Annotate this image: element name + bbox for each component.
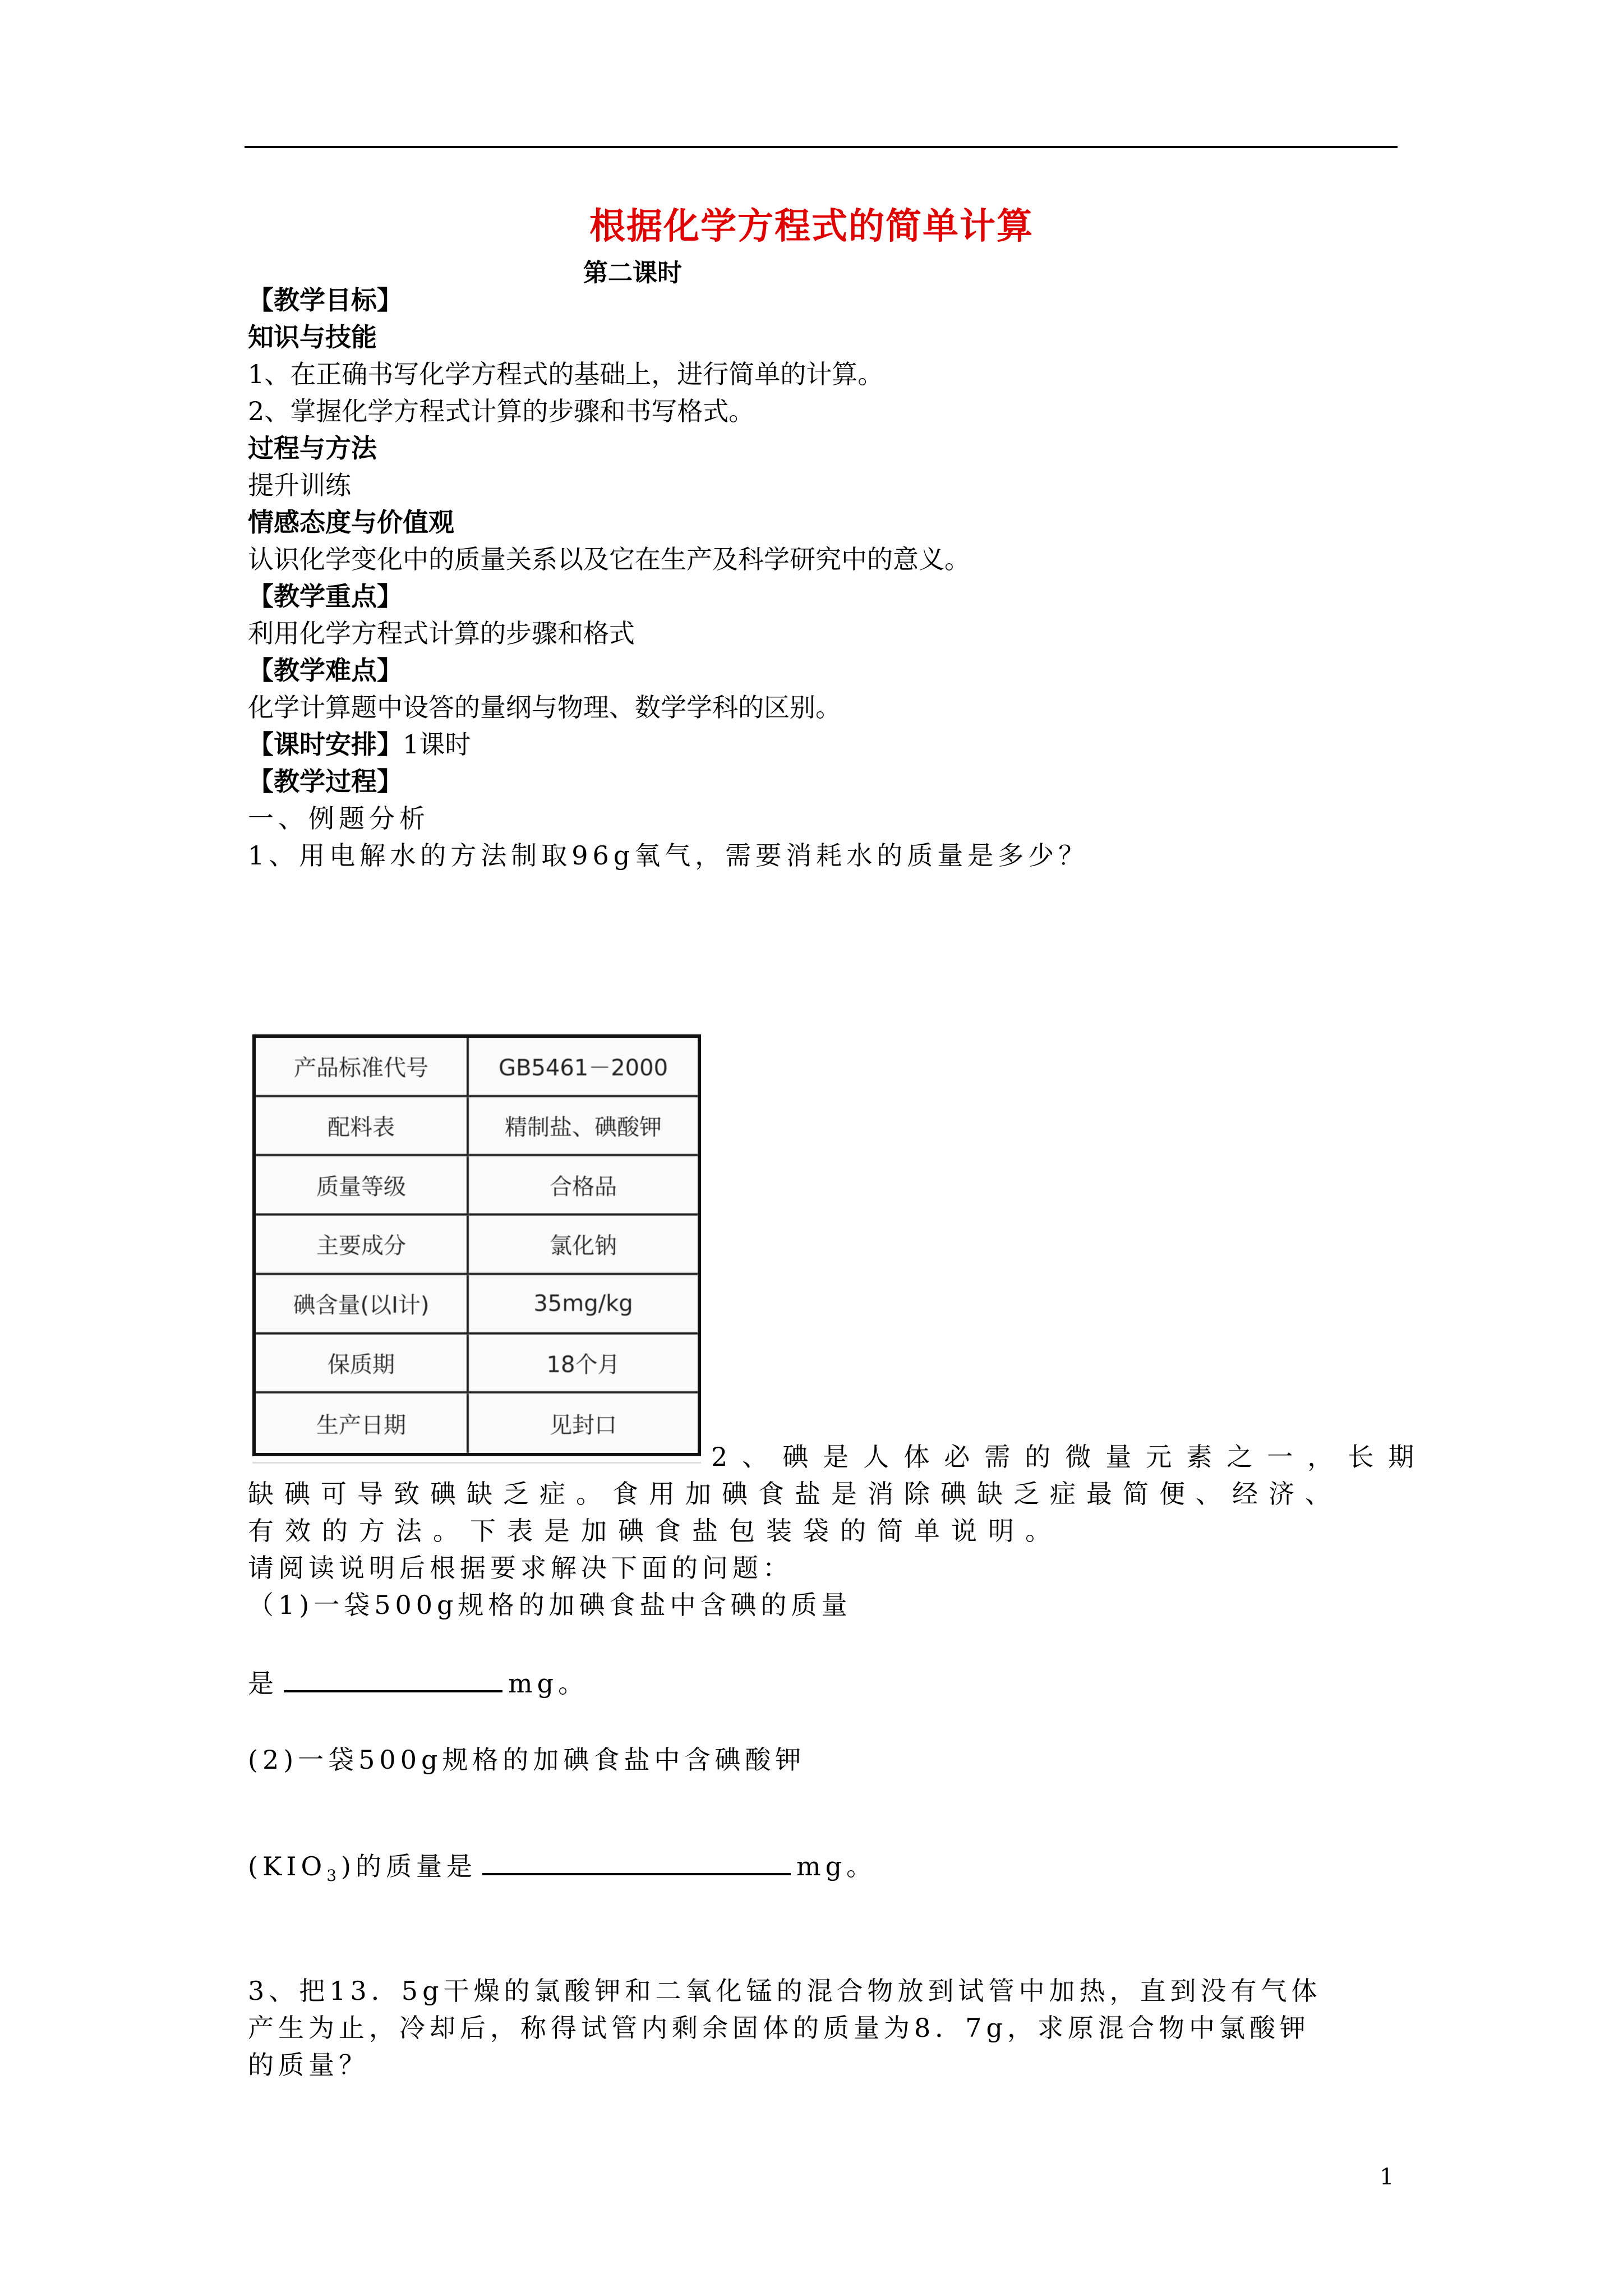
emotion-text: 认识化学变化中的质量关系以及它在生产及科学研究中的意义。 — [248, 544, 970, 574]
lesson-subtitle: 第二课时 — [583, 259, 682, 287]
process-text: 提升训练 — [248, 470, 351, 500]
question-3-line-1: 3、把13．5g干燥的氯酸钾和二氧化锰的混合物放到试管中加热，直到没有气体 — [248, 1976, 1322, 2006]
teaching-process-heading: 【教学过程】 — [248, 766, 403, 797]
label-value: 精制盐、碘酸钾 — [469, 1097, 698, 1157]
knowledge-heading: 知识与技能 — [248, 322, 377, 352]
question-2-line-4: 请阅读说明后根据要求解决下面的问题： — [248, 1553, 793, 1583]
question-3-line-2: 产生为止，冷却后，称得试管内剩余固体的质量为8．7g，求原混合物中氯酸钾 — [248, 2013, 1310, 2043]
schedule-heading: 【课时安排】 — [248, 729, 403, 760]
label-key: 保质期 — [256, 1335, 469, 1394]
label-key: 质量等级 — [256, 1156, 469, 1216]
key-text: 利用化学方程式计算的步骤和格式 — [248, 618, 635, 648]
header-rule — [245, 146, 1398, 148]
label-value: GB5461－2000 — [469, 1038, 698, 1097]
question-2-part-1: （1)一袋500g规格的加碘食盐中含碘的质量 — [248, 1590, 852, 1620]
salt-label-table — [252, 1034, 701, 1456]
table-underline — [252, 1462, 701, 1464]
label-key: 产品标准代号 — [256, 1038, 469, 1097]
section-heading: 一、例题分析 — [248, 803, 430, 834]
schedule-text: 1课时 — [403, 729, 471, 760]
label-key: 配料表 — [256, 1097, 469, 1157]
answer-blank-1[interactable] — [284, 1671, 502, 1692]
question-2-line-1: 2、碘是人体必需的微量元素之一，长期 — [711, 1442, 1429, 1472]
knowledge-item-2: 2、掌握化学方程式计算的步骤和书写格式。 — [248, 396, 755, 426]
label-value: 35mg/kg — [469, 1275, 698, 1335]
label-value: 18个月 — [469, 1335, 698, 1394]
question-2-part-2: (2)一袋500g规格的加碘食盐中含碘酸钾 — [248, 1745, 806, 1775]
page-number: 1 — [1380, 2164, 1394, 2190]
emotion-heading: 情感态度与价值观 — [248, 507, 454, 537]
label-key: 碘含量(以I计) — [256, 1275, 469, 1335]
process-heading: 过程与方法 — [248, 433, 377, 463]
answer-blank-2[interactable] — [482, 1854, 791, 1875]
difficulty-heading: 【教学难点】 — [248, 655, 403, 685]
key-heading: 【教学重点】 — [248, 581, 403, 611]
difficulty-text: 化学计算题中设答的量纲与物理、数学学科的区别。 — [248, 692, 841, 723]
schedule-line — [248, 729, 471, 760]
label-key: 生产日期 — [256, 1393, 469, 1453]
page-title: 根据化学方程式的简单计算 — [589, 206, 1034, 247]
label-key: 主要成分 — [256, 1216, 469, 1275]
objectives-heading: 【教学目标】 — [248, 285, 403, 315]
label-value: 见封口 — [550, 1412, 617, 1438]
label-value: 合格品 — [469, 1156, 698, 1216]
knowledge-item-1: 1、在正确书写化学方程式的基础上，进行简单的计算。 — [248, 359, 884, 389]
question-2-line-3: 有效的方法。下表是加碘食盐包装袋的简单说明。 — [248, 1516, 1062, 1546]
question-1: 1、用电解水的方法制取96g氧气，需要消耗水的质量是多少？ — [248, 840, 1089, 871]
question-2-part-1-answer: 是 mg。 — [248, 1668, 589, 1699]
question-2-part-2-answer: $(KIO_3)$的质量是 mg。 — [248, 1851, 877, 1885]
label-value: 氯化钠 — [469, 1216, 698, 1275]
question-3-line-3: 的质量？ — [248, 2050, 369, 2080]
question-2-line-2: 缺碘可导致碘缺乏症。食用加碘食盐是消除碘缺乏症最简便、经济、 — [248, 1479, 1341, 1509]
